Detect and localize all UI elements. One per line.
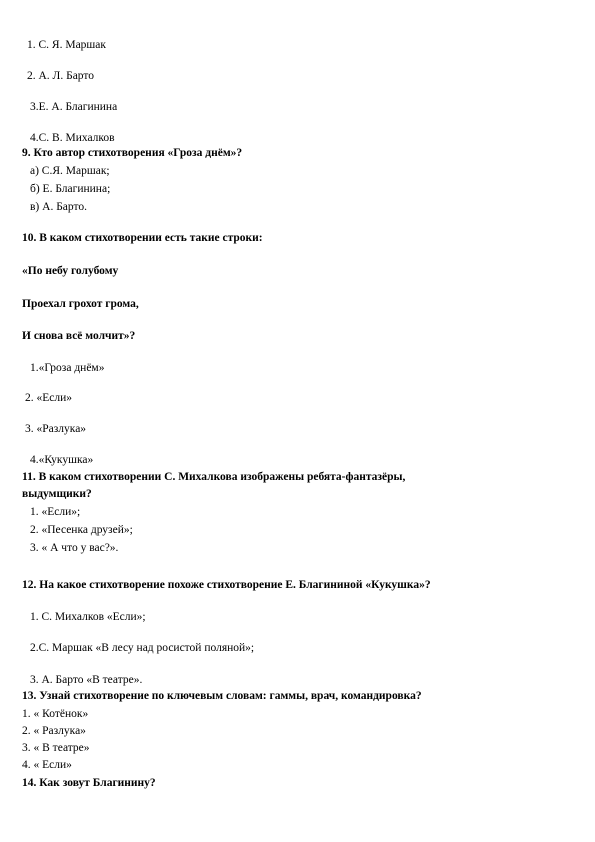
q14-question: 14. Как зовут Благинину? — [22, 777, 156, 789]
q11-question-line-1: 11. В каком стихотворении С. Михалкова изображены ребята-фантазёры, — [22, 471, 406, 483]
q9-question: 9. Кто автор стихотворения «Гроза днём»? — [22, 147, 243, 159]
q8-option-1: 1. С. Я. Маршак — [27, 39, 106, 51]
q10-option-1: 1.«Гроза днём» — [30, 362, 105, 374]
q13-option-2: 2. « Разлука» — [22, 725, 86, 737]
q9-option-a: а) С.Я. Маршак; — [30, 165, 110, 177]
q10-quote-line-2: Проехал грохот грома, — [22, 298, 139, 310]
q13-option-1: 1. « Котёнок» — [22, 708, 89, 720]
q12-option-3: 3. А. Барто «В театре». — [30, 674, 143, 686]
q9-option-c: в) А. Барто. — [30, 201, 87, 213]
q12-option-2: 2.С. Маршак «В лесу над росистой поляной»; — [30, 642, 255, 654]
q12-option-1: 1. С. Михалков «Если»; — [30, 611, 146, 623]
q11-option-3: 3. « А что у вас?». — [30, 542, 119, 554]
q9-option-b: б) Е. Благинина; — [30, 183, 111, 195]
q10-option-3: 3. «Разлука» — [25, 423, 87, 435]
q13-option-3: 3. « В театре» — [22, 742, 90, 754]
q13-question: 13. Узнай стихотворение по ключевым словам: гаммы, врач, командировка? — [22, 690, 422, 702]
q8-option-2: 2. А. Л. Барто — [27, 70, 95, 82]
q11-question-line-2: выдумщики? — [22, 488, 92, 500]
q8-option-4: 4.С. В. Михалков — [30, 132, 115, 144]
q10-option-4: 4.«Кукушка» — [30, 454, 94, 466]
q10-question: 10. В каком стихотворении есть такие строки: — [22, 232, 263, 244]
q12-question: 12. На какое стихотворение похоже стихотворение Е. Благининой «Кукушка»? — [22, 579, 431, 591]
q10-option-2: 2. «Если» — [25, 392, 73, 404]
q13-option-4: 4. « Если» — [22, 759, 72, 771]
q11-option-1: 1. «Если»; — [30, 506, 81, 518]
q8-option-3: 3.Е. А. Благинина — [30, 101, 118, 113]
q11-option-2: 2. «Песенка друзей»; — [30, 524, 133, 536]
q10-quote-line-1: «По небу голубому — [22, 265, 119, 277]
q10-quote-line-3: И снова всё молчит»? — [22, 330, 136, 342]
